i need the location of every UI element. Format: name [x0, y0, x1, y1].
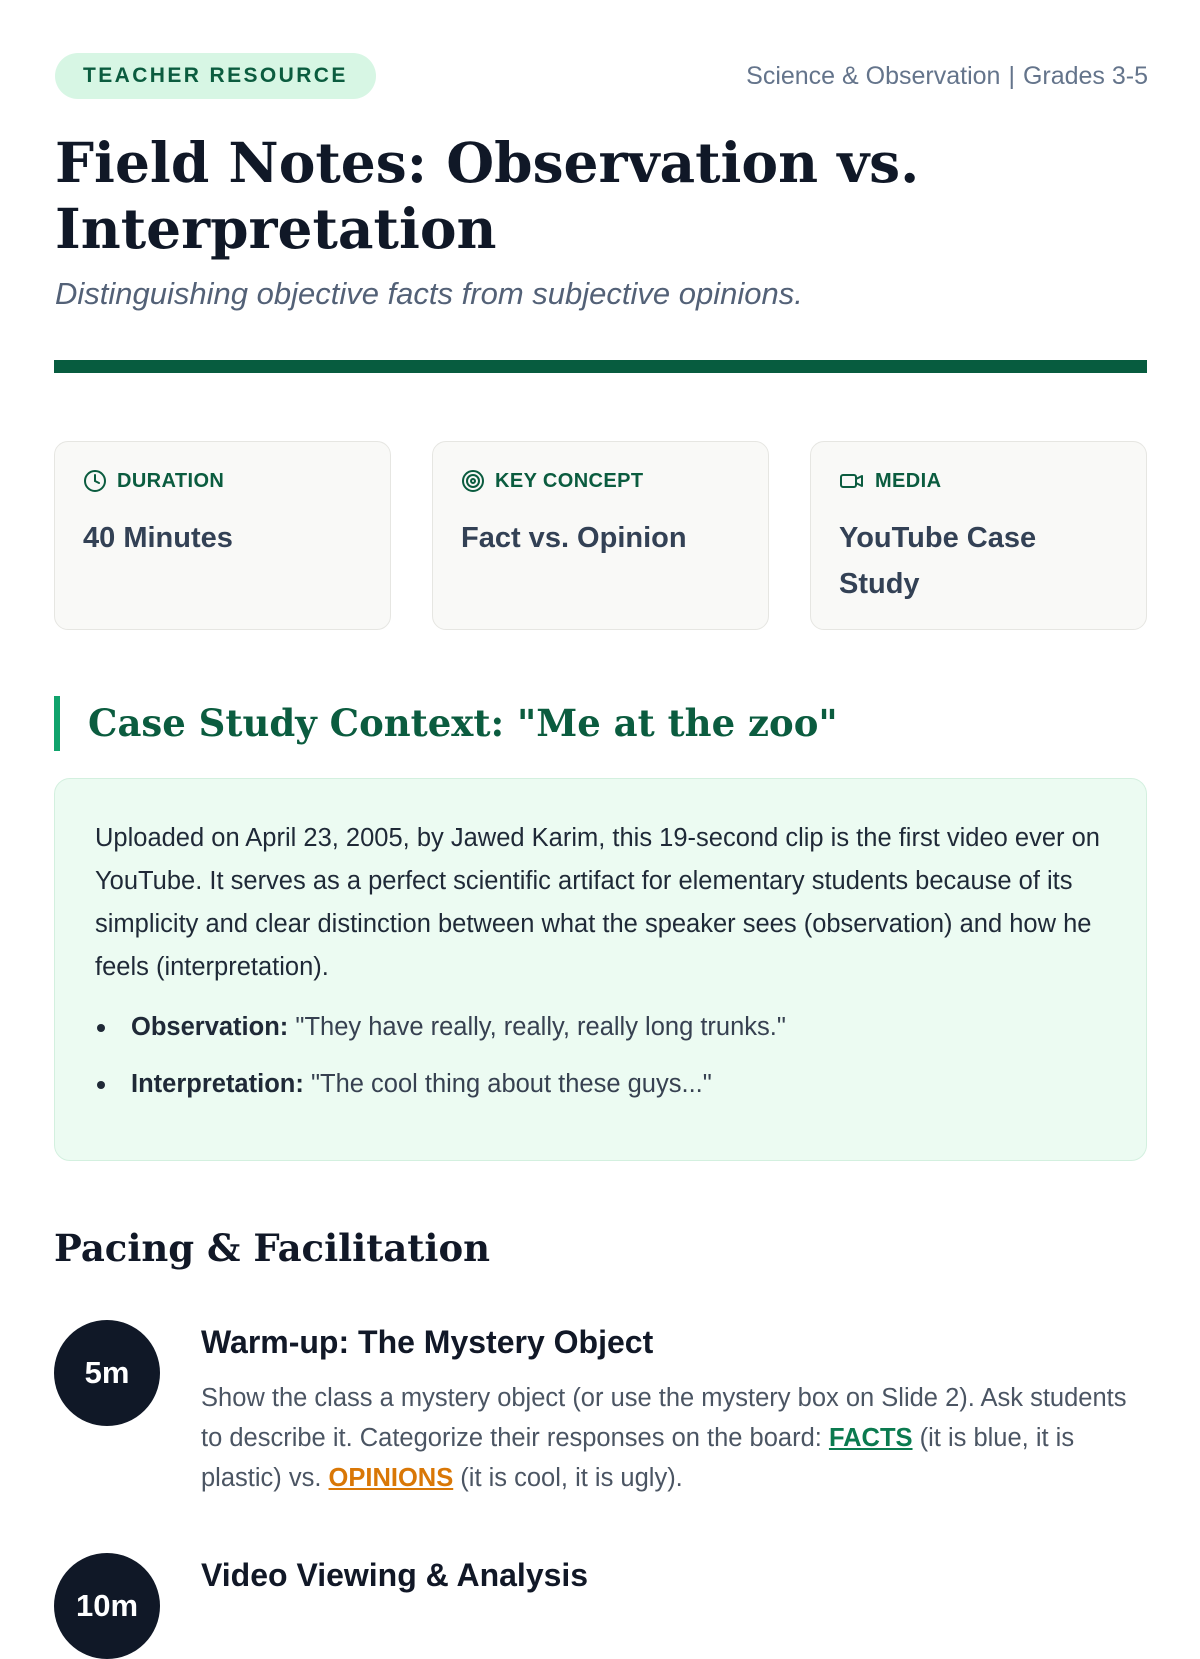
key-concept-label: KEY CONCEPT — [495, 469, 644, 492]
step-desc-after: (it is cool, it is ugly). — [453, 1464, 683, 1492]
pacing-heading: Pacing & Facilitation — [54, 1226, 491, 1270]
page-title: Field Notes: Observation vs. Interpretation — [55, 130, 920, 261]
key-concept-card-header — [461, 469, 740, 493]
step-desc-middle: (it is blue, it is plastic) vs. — [201, 1424, 1075, 1492]
step-time-badge: 10m — [54, 1553, 160, 1659]
interpretation-term: Interpretation: — [131, 1070, 304, 1098]
observation-quote: "They have really, really, really long trunks." — [295, 1013, 786, 1041]
title-divider — [54, 360, 1147, 373]
subject-meta — [746, 62, 1148, 91]
key-concept-card — [432, 441, 769, 630]
facts-keyword: FACTS — [828, 1424, 913, 1452]
observation-term: Observation: — [131, 1013, 289, 1041]
key-concept-value: Fact vs. Opinion — [461, 522, 687, 554]
step-title: Warm-up: The Mystery Object — [201, 1324, 654, 1360]
media-card — [810, 441, 1147, 630]
duration-card — [54, 441, 391, 630]
step-title: Video Viewing & Analysis — [201, 1557, 589, 1593]
case-study-list — [95, 1009, 1106, 1102]
media-label: MEDIA — [875, 469, 942, 492]
target-icon — [461, 469, 485, 493]
video-camera-icon — [839, 469, 865, 493]
meta-separator: | — [1008, 61, 1015, 90]
info-cards — [54, 441, 1147, 630]
grades-label: Grades 3-5 — [1022, 61, 1148, 90]
list-item — [95, 1066, 1106, 1102]
resource-badge: TEACHER RESOURCE — [55, 53, 376, 99]
case-study-paragraph: Uploaded on April 23, 2005, by Jawed Karim, this 19-second clip is the first video ever on YouTube. It serves as a perfect scientific artifact for elementary students because of its simplicity and clear distinction between what the speaker sees (observation) and how he feels (interpretation). — [95, 824, 1100, 981]
duration-value: 40 Minutes — [83, 522, 233, 554]
step-time-badge: 5m — [54, 1320, 160, 1426]
clock-icon — [83, 469, 107, 493]
step-body — [201, 1320, 1147, 1498]
bullet-dot — [97, 1024, 105, 1032]
step-desc-before: Show the class a mystery object (or use the mystery box on Slide 2). Ask students to describe it. Categorize their responses on the board: — [201, 1384, 1127, 1452]
duration-label: DURATION — [117, 469, 225, 492]
step-body — [201, 1553, 1147, 1597]
duration-card-header — [83, 469, 362, 493]
case-study-heading: Case Study Context: "Me at the zoo" — [54, 696, 838, 751]
bullet-dot — [97, 1081, 105, 1089]
opinions-keyword: OPINIONS — [328, 1464, 454, 1492]
page-subtitle: Distinguishing objective facts from subjective opinions. — [55, 276, 803, 311]
list-item — [95, 1009, 1106, 1045]
media-value: YouTube Case Study — [839, 522, 1037, 600]
interpretation-quote: "The cool thing about these guys..." — [310, 1070, 712, 1098]
top-bar — [55, 53, 1148, 99]
step-description — [201, 1378, 1147, 1498]
media-card-header — [839, 469, 1118, 493]
case-study-box — [54, 778, 1147, 1161]
subject-label: Science & Observation — [746, 61, 1001, 90]
